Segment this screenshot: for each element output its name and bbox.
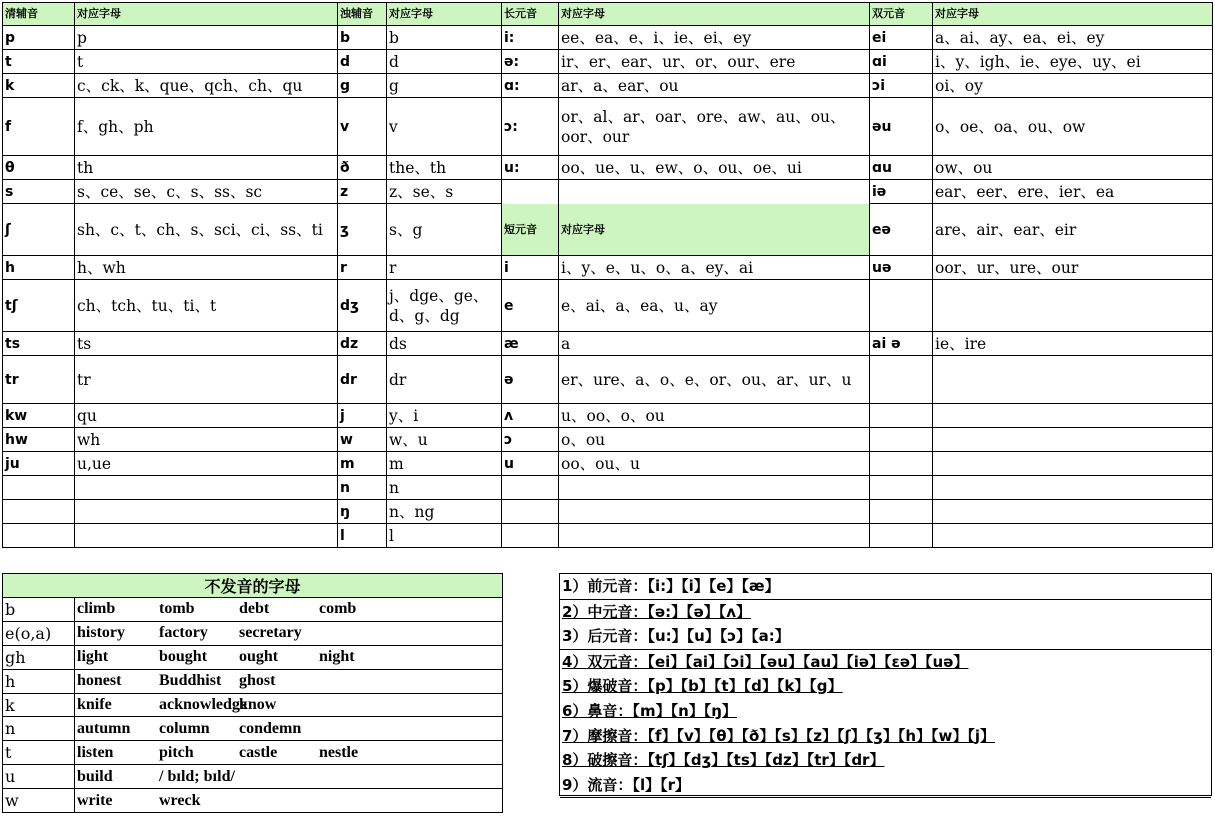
table-row [3,356,1213,404]
silent-letter: n [3,717,75,741]
example-word: factory [159,624,208,642]
example-word: autumn [77,719,131,737]
voiced-consonant: z [338,180,387,204]
diphthong-letters: o、oe、oa、ou、ow [933,98,1213,156]
voiced-consonant: d [338,50,387,74]
silent-row [3,598,503,622]
consonant-letters: sh、c、t、ch、s、sci、ci、ss、ti [75,204,338,256]
consonant-letters: wh [75,428,338,452]
voiced-consonant: r [338,256,387,280]
voiced-consonant: ŋ [338,500,387,524]
table-row [3,452,1213,476]
example-word: honest [77,672,122,690]
vowel-letters: or、al、ar、oar、ore、aw、au、ou、oor、our [559,98,870,156]
header-letters: 对应字母 [75,3,338,26]
sound-categories-box [559,573,1212,796]
diphthong-letters: ow、ou [933,156,1213,180]
voiced-consonant: j [338,404,387,428]
sound-category-label: 3）后元音：【u:】【u】【ɔ】【a:】 [562,627,790,646]
example-word: column [159,719,210,737]
example-word: climb [77,600,116,618]
consonant-letters: n [387,476,502,500]
example-word: light [77,648,109,666]
silent-letter: e(o,a) [3,621,75,645]
table-row [3,404,1213,428]
silent-letter: w [3,789,75,813]
diphthong-symbol: ɔi [870,74,933,98]
table-row [3,500,1213,524]
voiced-consonant: dz [338,332,387,356]
silent-letter: k [3,693,75,717]
consonant-letters: h、wh [75,256,338,280]
diphthong-symbol [870,428,933,452]
voiced-consonant: n [338,476,387,500]
silent-row [3,669,503,693]
example-words [75,789,503,813]
consonant-letters: dr [387,356,502,404]
example-words [75,669,503,693]
silent-letter: t [3,741,75,765]
vowel-letters: a [559,332,870,356]
consonant-letters: w、u [387,428,502,452]
diphthong-symbol: eə [870,204,933,256]
phonetics-table [2,2,1213,548]
vowel-symbol: e [502,280,559,332]
diphthong-letters: ear、eer、ere、ier、ea [933,180,1213,204]
vowel-symbol: ɔ [502,428,559,452]
table-row [3,98,1213,156]
sound-category-label: 6）鼻音：【m】【n】【ŋ】 [562,701,737,720]
table-row [3,180,1213,204]
silent-row [3,789,503,813]
diphthong-letters: ie、ire [933,332,1213,356]
example-words [75,693,503,717]
example-words [75,741,503,765]
voiced-consonant: dʒ [338,280,387,332]
silent-title-row [3,574,503,598]
vowel-symbol: ə: [502,50,559,74]
vowel-letters: er、ure、a、o、e、or、ou、ar、ur、u [559,356,870,404]
voiced-consonant: ð [338,156,387,180]
example-words [75,621,503,645]
example-word: ought [239,648,279,666]
example-word: acknowledge [159,696,247,713]
consonant-letters: th [75,156,338,180]
diphthong-letters [933,404,1213,428]
voiced-consonant: w [338,428,387,452]
sound-category-item [560,650,1211,675]
vowel-symbol: ʌ [502,404,559,428]
example-word: night [319,648,355,666]
voiced-consonant: m [338,452,387,476]
header-voiceless: 清辅音 [3,3,75,26]
consonant-letters: d [387,50,502,74]
voiceless-consonant [3,524,75,548]
silent-letters-table [2,573,503,813]
vowel-letters: o、ou [559,428,870,452]
example-word: condemn [239,719,302,737]
diphthong-symbol [870,452,933,476]
voiceless-consonant [3,500,75,524]
vowel-letters [559,476,870,500]
voiced-consonant: b [338,26,387,50]
voiceless-consonant: tʃ [3,280,75,332]
table-row [3,204,1213,256]
consonant-letters [75,500,338,524]
example-word: comb [319,600,357,618]
diphthong-symbol: əu [870,98,933,156]
diphthong-symbol: ɑu [870,156,933,180]
example-word: pitch [159,743,194,761]
vowel-letters: u、oo、o、ou [559,404,870,428]
diphthong-letters [933,524,1213,548]
diphthong-symbol [870,356,933,404]
vowel-symbol [502,500,559,524]
vowel-symbol [502,180,559,204]
example-word: write [77,791,113,809]
header-letters: 对应字母 [933,3,1213,26]
diphthong-letters [933,452,1213,476]
silent-row [3,621,503,645]
sound-category-label: 7）摩擦音：【f】【v】【θ】【ð】【s】【z】【ʃ】【ʒ】【h】【w】【j】 [562,726,996,745]
sound-category-label: 4）双元音：【ei】【ai】【ɔi】【əu】【au】【iə】【ɛə】【uə】 [562,652,969,671]
diphthong-letters [933,428,1213,452]
consonant-letters: z、se、s [387,180,502,204]
consonant-letters [75,476,338,500]
consonant-letters: s、g [387,204,502,256]
example-word: debt [239,600,270,618]
consonant-letters: m [387,452,502,476]
sound-category-label: 1）前元音：【i:】【i】【e】【æ】 [562,577,780,595]
example-word: Buddhist [159,672,222,690]
consonant-letters: t [75,50,338,74]
diphthong-letters [933,500,1213,524]
diphthong-symbol: iə [870,180,933,204]
table-row [3,50,1213,74]
consonant-letters: ds [387,332,502,356]
diphthong-symbol [870,404,933,428]
consonant-letters: ch、tch、tu、ti、t [75,280,338,332]
table-row [3,256,1213,280]
header-letters: 对应字母 [559,3,870,26]
vowel-letters: ar、a、ear、ou [559,74,870,98]
consonant-letters: v [387,98,502,156]
vowel-letters [559,524,870,548]
sound-category-label: 5）爆破音：【p】【b】【t】【d】【k】【g】 [562,677,843,696]
vowel-letters: ir、er、ear、ur、or、our、ere [559,50,870,74]
vowel-symbol: i [502,256,559,280]
vowel-symbol: u [502,452,559,476]
voiceless-consonant [3,476,75,500]
diphthong-symbol [870,280,933,332]
header-row [3,3,1213,26]
sound-category-item [560,574,1211,600]
example-word: castle [239,743,278,761]
voiceless-consonant: k [3,74,75,98]
table-row [3,280,1213,332]
voiced-consonant: g [338,74,387,98]
consonant-letters: g [387,74,502,98]
diphthong-letters [933,280,1213,332]
diphthong-letters [933,476,1213,500]
vowel-symbol: u: [502,156,559,180]
example-word: history [77,624,125,642]
vowel-letters: oo、ue、u、ew、o、ou、oe、ui [559,156,870,180]
table-row [3,26,1213,50]
consonant-letters: p [75,26,338,50]
example-word: bought [159,648,208,666]
vowel-symbol: ɔ: [502,98,559,156]
consonant-letters: j、dge、ge、d、g、dg [387,280,502,332]
consonant-letters: n、ng [387,500,502,524]
diphthong-symbol: ai ə [870,332,933,356]
example-word: tomb [159,600,195,618]
silent-letter: h [3,669,75,693]
diphthong-letters: oor、ur、ure、our [933,256,1213,280]
vowel-letters: i、y、e、u、o、a、ey、ai [559,256,870,280]
voiceless-consonant: t [3,50,75,74]
silent-row [3,693,503,717]
header-diphthong: 双元音 [870,3,933,26]
silent-letter: gh [3,645,75,669]
sound-category-label: 8）破擦音：【tʃ】【dʒ】【ts】【dz】【tr】【dr】 [562,751,885,770]
example-word: wreck [159,791,201,809]
vowel-letters: 对应字母 [559,204,870,256]
vowel-symbol: 短元音 [502,204,559,256]
voiceless-consonant: f [3,98,75,156]
header-long-vowel: 长元音 [502,3,559,26]
consonant-letters [75,524,338,548]
consonant-letters: c、ck、k、que、qch、ch、qu [75,74,338,98]
diphthong-symbol [870,500,933,524]
vowel-symbol: ɑ: [502,74,559,98]
diphthong-letters: a、ai、ay、ea、ei、ey [933,26,1213,50]
voiceless-consonant: s [3,180,75,204]
example-word: know [239,696,277,713]
example-word: nestle [319,743,359,761]
voiced-consonant: ʒ [338,204,387,256]
consonant-letters: the、th [387,156,502,180]
diphthong-symbol [870,524,933,548]
table-row [3,524,1213,548]
vowel-letters: oo、ou、u [559,452,870,476]
silent-letters-title: 不发音的字母 [3,574,503,598]
sound-category-label: 2）中元音：【ə:】【ə】【ʌ】 [562,602,752,621]
diphthong-symbol [870,476,933,500]
example-word: secretary [239,624,302,642]
diphthong-letters: oi、oy [933,74,1213,98]
silent-letter: b [3,598,75,622]
vowel-letters: e、ai、a、ea、u、ay [559,280,870,332]
sound-category-item [560,624,1211,650]
silent-row [3,765,503,789]
consonant-letters: ts [75,332,338,356]
vowel-symbol [502,524,559,548]
header-voiced: 浊辅音 [338,3,387,26]
example-words [75,645,503,669]
sound-category-item [560,674,1211,699]
consonant-letters: r [387,256,502,280]
sound-category-item [560,748,1211,773]
voiceless-consonant: tr [3,356,75,404]
consonant-letters: b [387,26,502,50]
silent-row [3,717,503,741]
consonant-letters: qu [75,404,338,428]
consonant-letters: s、ce、se、c、s、ss、sc [75,180,338,204]
example-word: build [77,767,113,785]
voiceless-consonant: p [3,26,75,50]
diphthong-symbol: ei [870,26,933,50]
silent-letter: u [3,765,75,789]
voiced-consonant: l [338,524,387,548]
vowel-symbol: ə [502,356,559,404]
silent-row [3,741,503,765]
table-row [3,332,1213,356]
example-word: knife [77,696,112,713]
consonant-letters: l [387,524,502,548]
consonant-letters: u,ue [75,452,338,476]
vowel-letters: ee、ea、e、i、ie、ei、ey [559,26,870,50]
voiced-consonant: v [338,98,387,156]
sound-category-item [560,724,1211,749]
table-row [3,74,1213,98]
voiceless-consonant: ju [3,452,75,476]
consonant-letters: y、i [387,404,502,428]
vowel-letters [559,180,870,204]
example-word: listen [77,743,114,761]
vowel-symbol: æ [502,332,559,356]
voiceless-consonant: h [3,256,75,280]
consonant-letters: tr [75,356,338,404]
voiced-consonant: dr [338,356,387,404]
sound-category-item [560,600,1211,625]
voiceless-consonant: kw [3,404,75,428]
vowel-symbol [502,476,559,500]
sound-category-item [560,773,1211,799]
vowel-symbol: i: [502,26,559,50]
table-row [3,476,1213,500]
sound-category-label: 9）流音：【l】【r】 [562,775,690,794]
silent-row [3,645,503,669]
example-words [75,598,503,622]
sound-category-item [560,699,1211,724]
voiceless-consonant: θ [3,156,75,180]
example-word: / bɪld; bɪld/ [159,767,235,785]
vowel-letters [559,500,870,524]
diphthong-letters: i、y、igh、ie、eye、uy、ei [933,50,1213,74]
header-letters: 对应字母 [387,3,502,26]
diphthong-symbol: ɑi [870,50,933,74]
voiceless-consonant: ts [3,332,75,356]
example-word: ghost [239,672,276,690]
diphthong-letters: are、air、ear、eir [933,204,1213,256]
example-words [75,717,503,741]
voiceless-consonant: hw [3,428,75,452]
table-row [3,156,1213,180]
table-row [3,428,1213,452]
diphthong-letters [933,356,1213,404]
diphthong-symbol: uə [870,256,933,280]
consonant-letters: f、gh、ph [75,98,338,156]
voiceless-consonant: ʃ [3,204,75,256]
example-words [75,765,503,789]
